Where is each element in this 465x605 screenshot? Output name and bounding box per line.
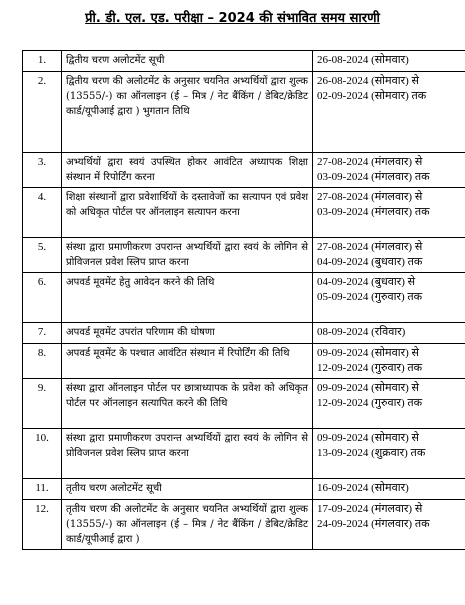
row-number: 11. bbox=[23, 479, 62, 500]
row-date-start: 17-09-2024 (मंगलवार) से bbox=[317, 503, 423, 515]
row-activity: अपवर्ड मूवमेंट उपरांत परिणाम की घोषणा bbox=[62, 323, 313, 344]
row-activity: अपवर्ड मूवमेंट हेतु आवेदन करने की तिथि bbox=[62, 273, 313, 323]
table-row bbox=[23, 500, 465, 550]
row-date-start: 16-09-2024 (सोमवार) bbox=[317, 482, 409, 494]
row-number: 6. bbox=[23, 273, 62, 323]
row-date-end: 05-09-2024 (गुरुवार) तक bbox=[317, 291, 423, 303]
row-date bbox=[313, 72, 465, 153]
row-date bbox=[313, 429, 465, 479]
row-date-end: 13-09-2024 (शुक्रवार) तक bbox=[317, 447, 426, 459]
row-number: 2. bbox=[23, 72, 62, 153]
table-row bbox=[23, 238, 465, 273]
row-date-start: 09-09-2024 (सोमवार) से bbox=[317, 347, 419, 359]
row-date-end: 04-09-2024 (बुधवार) तक bbox=[317, 256, 423, 268]
table-row bbox=[23, 344, 465, 379]
row-activity: अपवर्ड मूवमेंट के पश्चात आवंटित संस्थान में रिपोर्टिंग की तिथि bbox=[62, 344, 313, 379]
table-row bbox=[23, 323, 465, 344]
table-row bbox=[23, 479, 465, 500]
row-date-start: 09-09-2024 (सोमवार) से bbox=[317, 432, 419, 444]
table-row bbox=[23, 51, 465, 72]
table-row bbox=[23, 429, 465, 479]
row-activity: तृतीय चरण अलोटमेंट सूची bbox=[62, 479, 313, 500]
row-date bbox=[313, 323, 465, 344]
row-date-start: 08-09-2024 (रविवार) bbox=[317, 326, 406, 338]
row-activity: द्वितीय चरण अलोटमेंट सूची bbox=[62, 51, 313, 72]
row-number: 10. bbox=[23, 429, 62, 479]
row-date-end: 12-09-2024 (गुरुवार) तक bbox=[317, 397, 423, 409]
row-date bbox=[313, 51, 465, 72]
row-number: 12. bbox=[23, 500, 62, 550]
row-date-start: 26-08-2024 (सोमवार) bbox=[317, 54, 409, 66]
row-activity: संस्था द्वारा प्रमाणीकरण उपरान्त अभ्यर्थियों द्वारा स्वयं के लोगिन से प्रोविजनल प्रवेश स्लिप प्राप्त करना bbox=[62, 238, 313, 273]
row-number: 8. bbox=[23, 344, 62, 379]
row-date-start: 09-09-2024 (सोमवार) से bbox=[317, 382, 419, 394]
page-title: प्री. डी. एल. एड. परीक्षा – 2024 की संभावित समय सारणी bbox=[85, 11, 380, 26]
row-activity: अभ्यर्थियों द्वारा स्वयं उपस्थित होकर आवंटित अध्यापक शिक्षा संस्थान में रिपोर्टिंग करना bbox=[62, 153, 313, 188]
row-number: 4. bbox=[23, 188, 62, 238]
table-row bbox=[23, 273, 465, 323]
table-row bbox=[23, 153, 465, 188]
table-row bbox=[23, 188, 465, 238]
row-date-end: 02-09-2024 (सोमवार) तक bbox=[317, 90, 427, 102]
row-number: 9. bbox=[23, 379, 62, 429]
row-date-end: 03-09-2024 (मंगलवार) तक bbox=[317, 206, 430, 218]
row-date-start: 26-08-2024 (सोमवार) से bbox=[317, 75, 419, 87]
row-number: 1. bbox=[23, 51, 62, 72]
row-activity: द्वितीय चरण की अलोटमेंट के अनुसार चयनित अभ्यर्थियों द्वारा शुल्क (13555/-) का ऑनलाइन (ई – मित्र / नेट बैंकिंग / डेबिट/क्रेडिट कार्ड/यूपीआई द्वारा ) भुगतान तिथि bbox=[62, 72, 313, 153]
table-row bbox=[23, 72, 465, 153]
row-number: 5. bbox=[23, 238, 62, 273]
row-date bbox=[313, 379, 465, 429]
row-number: 3. bbox=[23, 153, 62, 188]
row-number: 7. bbox=[23, 323, 62, 344]
schedule-table bbox=[22, 50, 465, 550]
row-date bbox=[313, 479, 465, 500]
row-activity: शिक्षा संस्थानों द्वारा प्रवेशार्थियों के दस्तावेजों का सत्यापन एवं प्रवेश को अधिकृत पोर्टल पर ऑनलाइन सत्यापन करना bbox=[62, 188, 313, 238]
table-row bbox=[23, 379, 465, 429]
row-date bbox=[313, 238, 465, 273]
row-date bbox=[313, 344, 465, 379]
row-date bbox=[313, 153, 465, 188]
row-date-start: 27-08-2024 (मंगलवार) से bbox=[317, 156, 423, 168]
row-date bbox=[313, 188, 465, 238]
row-date bbox=[313, 500, 465, 550]
row-date-start: 27-08-2024 (मंगलवार) से bbox=[317, 191, 423, 203]
row-activity: तृतीय चरण की अलोटमेंट के अनुसार चयनित अभ्यर्थियों द्वारा शुल्क (13555/-) का ऑनलाइन (ई – मित्र / नेट बैंकिंग / डेबिट/क्रेडिट कार्ड/यूपीआई द्वारा ) bbox=[62, 500, 313, 550]
row-date-end: 12-09-2024 (गुरुवार) तक bbox=[317, 362, 423, 374]
row-activity: संस्था द्वारा ऑनलाइन पोर्टल पर छात्राध्यापक के प्रवेश को अधिकृत पोर्टल पर ऑनलाइन सत्यापित करने की तिथि bbox=[62, 379, 313, 429]
row-date-start: 04-09-2024 (बुधवार) से bbox=[317, 276, 416, 288]
row-date bbox=[313, 273, 465, 323]
row-activity: संस्था द्वारा प्रमाणीकरण उपरान्त अभ्यर्थियों द्वारा स्वयं के लोगिन से प्रोविजनल प्रवेश स्लिप प्राप्त करना bbox=[62, 429, 313, 479]
row-date-end: 24-09-2024 (मंगलवार) तक bbox=[317, 518, 430, 530]
row-date-end: 03-09-2024 (मंगलवार) तक bbox=[317, 171, 430, 183]
row-date-start: 27-08-2024 (मंगलवार) से bbox=[317, 241, 423, 253]
